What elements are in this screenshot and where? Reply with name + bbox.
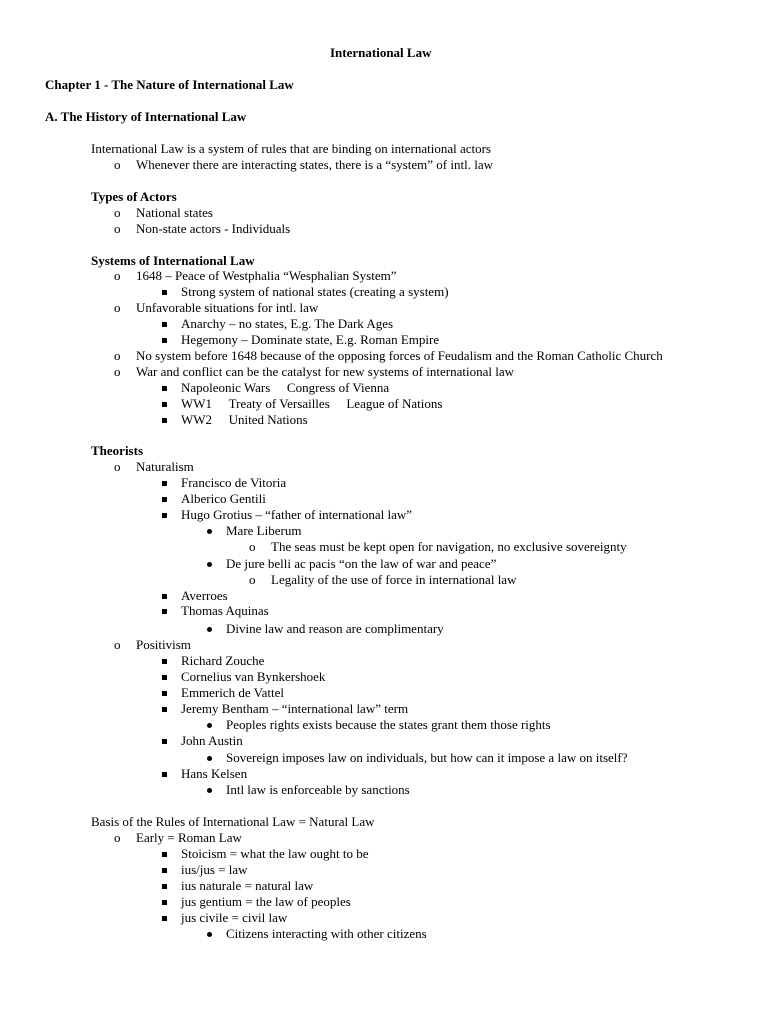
document-title: International Law	[330, 45, 432, 60]
actors-heading: Types of Actors	[91, 189, 177, 204]
square-bullet-icon	[162, 659, 167, 664]
circle-bullet-icon: o	[114, 300, 121, 315]
square-bullet-icon	[162, 481, 167, 486]
square-bullet-icon	[162, 884, 167, 889]
square-bullet-icon	[162, 609, 167, 614]
square-bullet-icon	[162, 900, 167, 905]
document-page: International Law Chapter 1 - The Nature of International Law A. The History of International Law International Law is a system of rules that are binding on international actors o Whenever there are interacting states, there is a “system” of intl. law Types of Actors o National states o Non-state actors - Individuals Systems of International Law o 1648 – Peace of Westphalia “Wesphalian System” Strong system of national states (creating a system) o Unfavorable situations for intl. law Anarchy – no states, E.g. The Dark Ages Hegemony – Dominate state, E.g. Roman Empire o No system before 1648 because of the opposing forces of Feudalism and the Roman Catholic Church o War and conflict can be the catalyst for new systems of international law Napoleonic Wars Congress of Vienna WW1 Treaty of Versailles League of Nations WW2 United Nations Theorists o Naturalism Francisco de Vitoria Alberico Gentili Hugo Grotius – “father of international law” Mare Liberum o The seas must be kept open for navigation, no exclusive sovereignty De jure belli ac pacis “on the law of war and peace” o Legality of the use of force in international law Averroes Thomas Aquinas Divine law and reason are complimentary o Positivism Richard Zouche Cornelius van Bynkershoek Emmerich de Vattel Jeremy Bentham – “international law” term Peoples rights exists because the states grant them those rights John Austin Sovereign imposes law on individuals, but how can it impose a law on itself? Hans Kelsen Intl law is enforceable by sanctions Basis of the Rules of International Law = Natural Law o Early = Roman Law Stoicism = what the law ought to be ius/jus = law ius naturale = natural law jus gentium = the law of peoples jus civile = civil law Citizens interacting with other citizens	[45, 45, 663, 941]
square-bullet-icon	[162, 772, 167, 777]
square-bullet-icon	[162, 594, 167, 599]
circle-bullet-icon: o	[114, 221, 121, 236]
circle-bullet-icon: o	[114, 348, 121, 363]
circle-bullet-icon: o	[114, 364, 121, 379]
square-bullet-icon	[162, 868, 167, 873]
section-heading: A. The History of International Law	[45, 109, 247, 124]
circle-bullet-icon: o	[114, 157, 121, 172]
intro-text: International Law is a system of rules that are binding on international actors	[91, 141, 491, 156]
chapter-heading: Chapter 1 - The Nature of International Law	[45, 77, 294, 92]
square-bullet-icon	[162, 322, 167, 327]
square-bullet-icon	[162, 338, 167, 343]
square-bullet-icon	[162, 739, 167, 744]
square-bullet-icon	[162, 290, 167, 295]
square-bullet-icon	[162, 675, 167, 680]
circle-bullet-icon: o	[114, 830, 121, 845]
theorists-heading: Theorists	[91, 443, 143, 458]
square-bullet-icon	[162, 691, 167, 696]
systems-heading: Systems of International Law	[91, 253, 255, 268]
dot-bullet-icon	[207, 756, 212, 761]
dot-bullet-icon	[207, 788, 212, 793]
circle-bullet-icon: o	[249, 572, 256, 587]
square-bullet-icon	[162, 386, 167, 391]
circle-bullet-icon: o	[114, 268, 121, 283]
square-bullet-icon	[162, 418, 167, 423]
dot-bullet-icon	[207, 627, 212, 632]
square-bullet-icon	[162, 513, 167, 518]
square-bullet-icon	[162, 852, 167, 857]
basis-heading: Basis of the Rules of International Law = Natural Law	[91, 814, 375, 829]
dot-bullet-icon	[207, 562, 212, 567]
circle-bullet-icon: o	[114, 637, 121, 652]
dot-bullet-icon	[207, 723, 212, 728]
circle-bullet-icon: o	[249, 539, 256, 554]
dot-bullet-icon	[207, 529, 212, 534]
dot-bullet-icon	[207, 932, 212, 937]
square-bullet-icon	[162, 497, 167, 502]
square-bullet-icon	[162, 402, 167, 407]
square-bullet-icon	[162, 916, 167, 921]
square-bullet-icon	[162, 707, 167, 712]
circle-bullet-icon: o	[114, 205, 121, 220]
circle-bullet-icon: o	[114, 459, 121, 474]
